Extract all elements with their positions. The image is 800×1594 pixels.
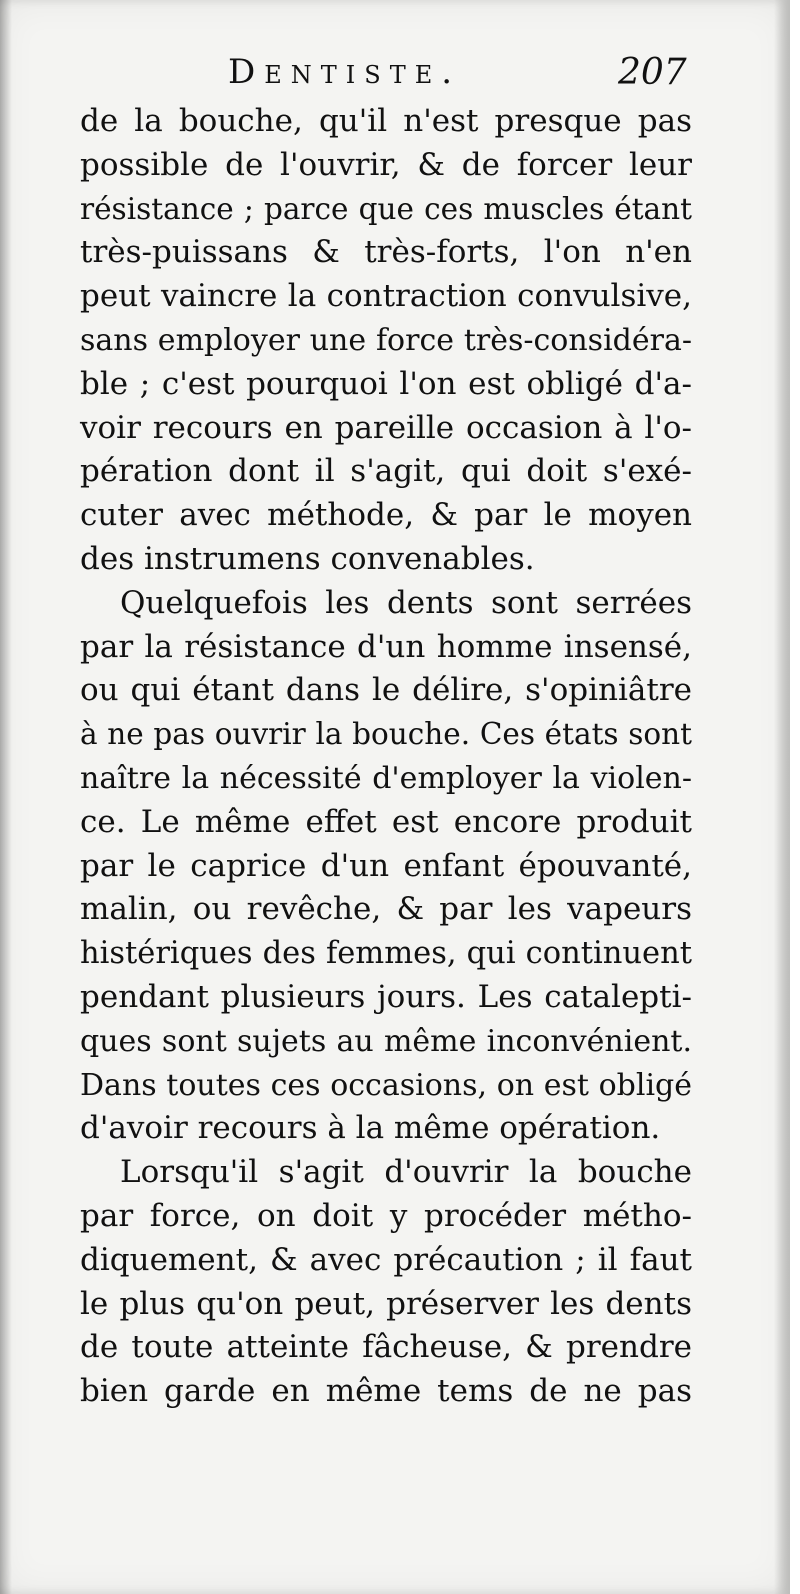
- text-line: par force, on doit y procéder métho-: [80, 1197, 692, 1234]
- running-head: Dentiste.: [228, 52, 462, 92]
- text-line: histériques des femmes, qui continuent: [80, 936, 692, 972]
- text-line: Dans toutes ces occasions, on est obligé: [80, 1067, 692, 1103]
- text-line: de la bouche, qu'il n'est presque pas: [80, 103, 692, 139]
- text-line: des instrumens convenables.: [80, 540, 535, 577]
- page-number: 207: [618, 52, 687, 93]
- text-line: cuter avec méthode, & par le moyen: [80, 497, 692, 534]
- body-text: [80, 100, 692, 1414]
- text-line: résistance ; parce que ces muscles étant: [80, 191, 692, 226]
- text-line: malin, ou revêche, & par les vapeurs: [80, 891, 692, 928]
- text-line: ques sont sujets au même inconvénient.: [80, 1023, 692, 1059]
- text-line: possible de l'ouvrir, & de forcer leur: [80, 146, 692, 183]
- text-line: naître la nécessité d'employer la violen-: [80, 760, 692, 796]
- text-line: pération dont il s'agit, qui doit s'exé-: [80, 453, 692, 490]
- text-line: bien garde en même tems de ne pas: [80, 1373, 692, 1410]
- text-line: par le caprice d'un enfant épouvanté,: [80, 847, 692, 884]
- text-line: Lorsqu'il s'agit d'ouvrir la bouche: [120, 1154, 692, 1191]
- text-line: ble ; c'est pourquoi l'on est obligé d'a-: [80, 365, 692, 402]
- text-line: diquement, & avec précaution ; il faut: [80, 1241, 692, 1278]
- text-line: sans employer une force très-considéra-: [80, 322, 692, 358]
- text-line: Quelquefois les dents sont serrées: [120, 584, 692, 621]
- text-line: ce. Le même effet est encore produit: [80, 803, 692, 840]
- page-edge: [774, 0, 790, 1594]
- text-line: ou qui étant dans le délire, s'opiniâtre: [80, 672, 692, 709]
- text-line: à ne pas ouvrir la bouche. Ces états sont: [80, 717, 692, 752]
- text-line: voir recours en pareille occasion à l'o-: [80, 409, 692, 446]
- text-line: par la résistance d'un homme insensé,: [80, 628, 692, 665]
- text-line: le plus qu'on peut, préserver les dents: [80, 1285, 692, 1322]
- text-line: pendant plusieurs jours. Les catalepti-: [80, 978, 692, 1015]
- text-line: peut vaincre la contraction convulsive,: [80, 278, 692, 315]
- text-line: très-puissans & très-forts, l'on n'en: [80, 234, 692, 271]
- gutter-shadow: [0, 0, 12, 1594]
- text-line: de toute atteinte fâcheuse, & prendre: [80, 1329, 692, 1366]
- text-line: d'avoir recours à la même opération.: [80, 1110, 661, 1147]
